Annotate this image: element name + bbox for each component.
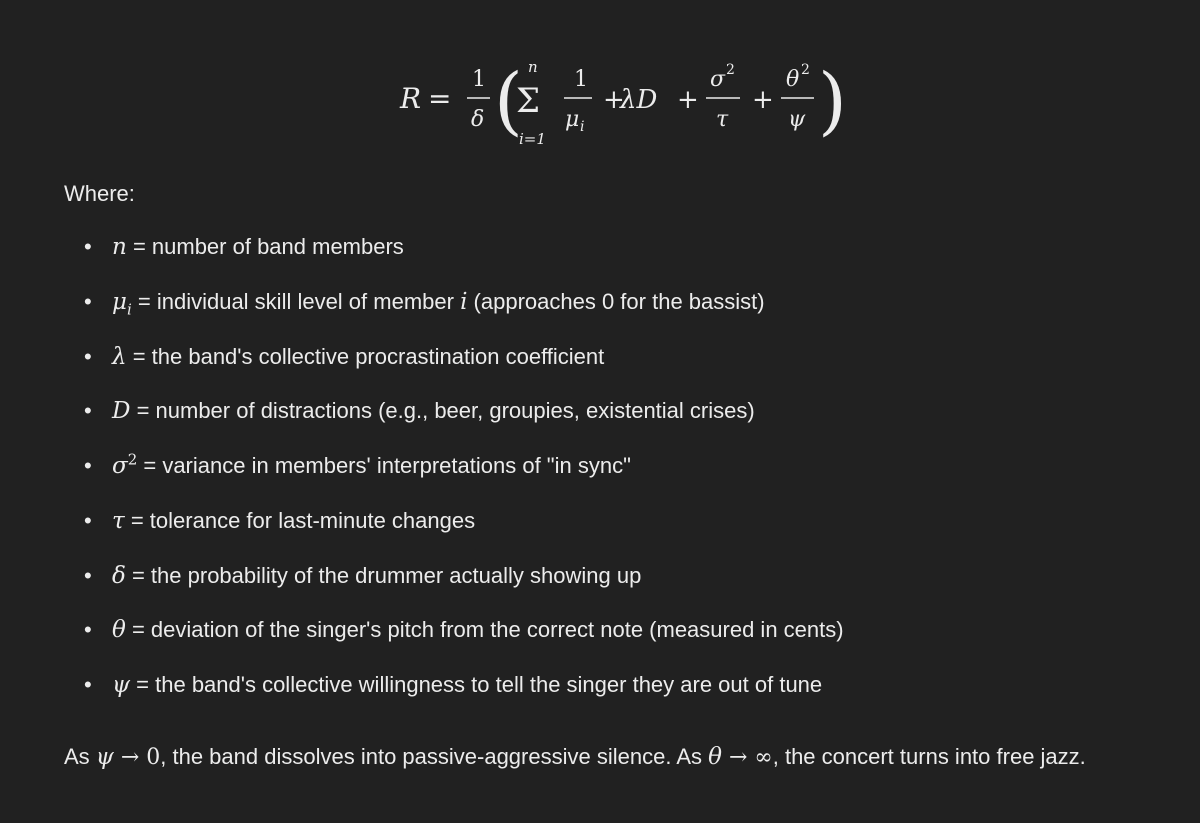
- bullet: •: [84, 234, 92, 259]
- formula-svg: [0, 50, 1200, 160]
- formula-delta: δ: [471, 107, 485, 132]
- bullet: •: [84, 507, 92, 533]
- formula-sum-bottom: i=1: [519, 130, 546, 148]
- formula-sigma2-exp: 2: [726, 62, 735, 78]
- symbol-sigma: σ: [112, 453, 128, 479]
- definitions-list: [0, 225, 1200, 718]
- definition-text: = the band's collective willingness to tell the singer they are out of tune: [130, 672, 823, 697]
- formula-sum-top: n: [528, 58, 538, 76]
- conclusion-limit-2: ∞: [754, 745, 773, 770]
- formula-theta2-num: θ: [786, 67, 800, 92]
- formula-lhs: R: [400, 82, 422, 115]
- list-item-tau: [0, 499, 1200, 554]
- symbol-sigma-exponent: 2: [127, 450, 138, 469]
- formula-rparen: ): [818, 58, 847, 144]
- conclusion-part-2: , the band dissolves into passive-aggressive silence. As: [160, 744, 709, 769]
- definition-text: = tolerance for last-minute changes: [124, 507, 476, 533]
- formula-psi-den: ψ: [788, 107, 806, 132]
- symbol-psi: ψ: [112, 672, 131, 698]
- symbol-mu: μ: [112, 288, 127, 315]
- conclusion-paragraph: [64, 735, 1164, 780]
- bullet: •: [84, 453, 92, 478]
- conclusion-arrow-2: →: [721, 745, 755, 770]
- symbol-tau: τ: [112, 507, 125, 534]
- definition-text: = deviation of the singer's pitch from the correct note (measured in cents): [125, 617, 844, 643]
- list-item-n: [0, 225, 1200, 280]
- formula-plus-1: +: [603, 85, 625, 115]
- conclusion-symbol-psi: ψ: [95, 744, 114, 770]
- definition-text: = variance in members' interpretations of "in sync": [137, 453, 631, 478]
- conclusion-symbol-theta: θ: [708, 744, 722, 770]
- symbol-lambda: λ: [112, 343, 127, 370]
- conclusion-part-1: As: [64, 744, 96, 769]
- formula-tau-den: τ: [716, 107, 729, 132]
- symbol-d: D: [112, 398, 131, 425]
- bullet: •: [84, 343, 92, 369]
- formula-theta2-exp: 2: [801, 62, 810, 78]
- list-item-lambda: [0, 335, 1200, 390]
- definition-text: = individual skill level of member: [131, 288, 461, 314]
- bullet: •: [84, 617, 92, 643]
- formula-frac-one: 1: [472, 67, 486, 92]
- formula-plus-2: +: [677, 85, 699, 115]
- conclusion-limit-1: 0: [146, 745, 161, 770]
- formula-lparen: (: [494, 58, 523, 144]
- bullet: •: [84, 398, 92, 424]
- definition-text: = number of band members: [126, 234, 404, 259]
- symbol-delta: δ: [112, 562, 126, 589]
- formula-inner-den-sub: i: [580, 119, 585, 135]
- formula-inner-num: 1: [574, 67, 588, 92]
- symbol-mu-subscript: i: [126, 300, 132, 319]
- formula-equals: =: [428, 82, 452, 115]
- definition-text: = the probability of the drummer actually showing up: [125, 562, 642, 588]
- formula-block: [0, 50, 1200, 160]
- symbol-i: i: [460, 288, 468, 315]
- formula-sigma: Σ: [516, 81, 541, 121]
- list-item-d: [0, 389, 1200, 444]
- list-item-theta: [0, 608, 1200, 663]
- list-item-psi: [0, 663, 1200, 718]
- formula-inner-den: μ: [565, 107, 580, 132]
- list-item-mu: [0, 280, 1200, 335]
- where-label: Where:: [64, 181, 135, 206]
- formula-plus-3: +: [752, 85, 774, 115]
- bullet: •: [84, 672, 92, 697]
- list-item-delta: [0, 554, 1200, 609]
- formula-lambda-d: λD: [620, 85, 658, 115]
- conclusion-part-3: , the concert turns into free jazz.: [772, 744, 1086, 769]
- list-item-sigma: [0, 444, 1200, 499]
- formula-sigma2-num: σ: [710, 67, 726, 92]
- definition-tail: (approaches 0 for the bassist): [467, 288, 765, 314]
- bullet: •: [84, 288, 92, 314]
- symbol-n: n: [112, 234, 127, 260]
- definition-text: = number of distractions (e.g., beer, groupies, existential crises): [130, 398, 755, 424]
- conclusion-arrow-1: →: [113, 745, 147, 770]
- bullet: •: [84, 562, 92, 588]
- definition-text: = the band's collective procrastination coefficient: [126, 343, 605, 369]
- symbol-theta: θ: [112, 617, 126, 644]
